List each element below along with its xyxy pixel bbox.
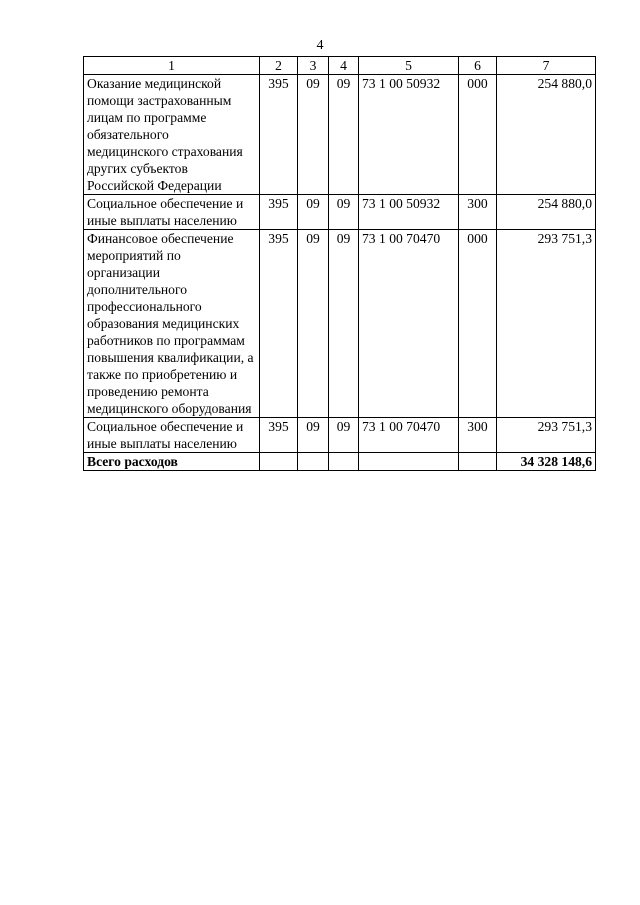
empty-cell [329, 453, 359, 471]
table-row [84, 418, 596, 453]
column-header: 5 [359, 57, 459, 75]
row-section: 09 [298, 418, 329, 453]
row-name: Финансовое обеспечение мероприятий по организации дополнительного профессионального образования медицинских работников по программам повышения квалификации, а также по приобретению и проведению ремонта медицинского оборудования [84, 230, 260, 418]
row-glava: 395 [260, 75, 298, 195]
column-header: 3 [298, 57, 329, 75]
row-target-article: 73 1 00 50932 [359, 75, 459, 195]
row-sum: 254 880,0 [497, 195, 596, 230]
row-glava: 395 [260, 418, 298, 453]
row-sum: 293 751,3 [497, 230, 596, 418]
expenditure-table [83, 56, 596, 471]
total-sum: 34 328 148,6 [497, 453, 596, 471]
row-target-article: 73 1 00 70470 [359, 230, 459, 418]
column-header: 4 [329, 57, 359, 75]
row-section: 09 [298, 75, 329, 195]
row-subsection: 09 [329, 195, 359, 230]
row-name: Оказание медицинской помощи застрахованным лицам по программе обязательного медицинского страхования других субъектов Российской Федерации [84, 75, 260, 195]
table-row [84, 75, 596, 195]
column-header: 6 [459, 57, 497, 75]
row-sum: 293 751,3 [497, 418, 596, 453]
header-row [84, 57, 596, 75]
total-row [84, 453, 596, 471]
row-expense-type: 000 [459, 230, 497, 418]
total-label: Всего расходов [84, 453, 260, 471]
empty-cell [260, 453, 298, 471]
table-row [84, 230, 596, 418]
row-glava: 395 [260, 195, 298, 230]
column-header: 2 [260, 57, 298, 75]
empty-cell [359, 453, 459, 471]
row-expense-type: 300 [459, 195, 497, 230]
page-number: 4 [316, 38, 324, 53]
row-section: 09 [298, 230, 329, 418]
row-expense-type: 000 [459, 75, 497, 195]
empty-cell [459, 453, 497, 471]
row-target-article: 73 1 00 70470 [359, 418, 459, 453]
row-section: 09 [298, 195, 329, 230]
row-sum: 254 880,0 [497, 75, 596, 195]
row-name: Социальное обеспечение и иные выплаты населению [84, 195, 260, 230]
table-row [84, 195, 596, 230]
row-subsection: 09 [329, 230, 359, 418]
row-subsection: 09 [329, 75, 359, 195]
column-header: 1 [84, 57, 260, 75]
row-target-article: 73 1 00 50932 [359, 195, 459, 230]
row-expense-type: 300 [459, 418, 497, 453]
row-glava: 395 [260, 230, 298, 418]
column-header: 7 [497, 57, 596, 75]
row-subsection: 09 [329, 418, 359, 453]
row-name: Социальное обеспечение и иные выплаты населению [84, 418, 260, 453]
empty-cell [298, 453, 329, 471]
